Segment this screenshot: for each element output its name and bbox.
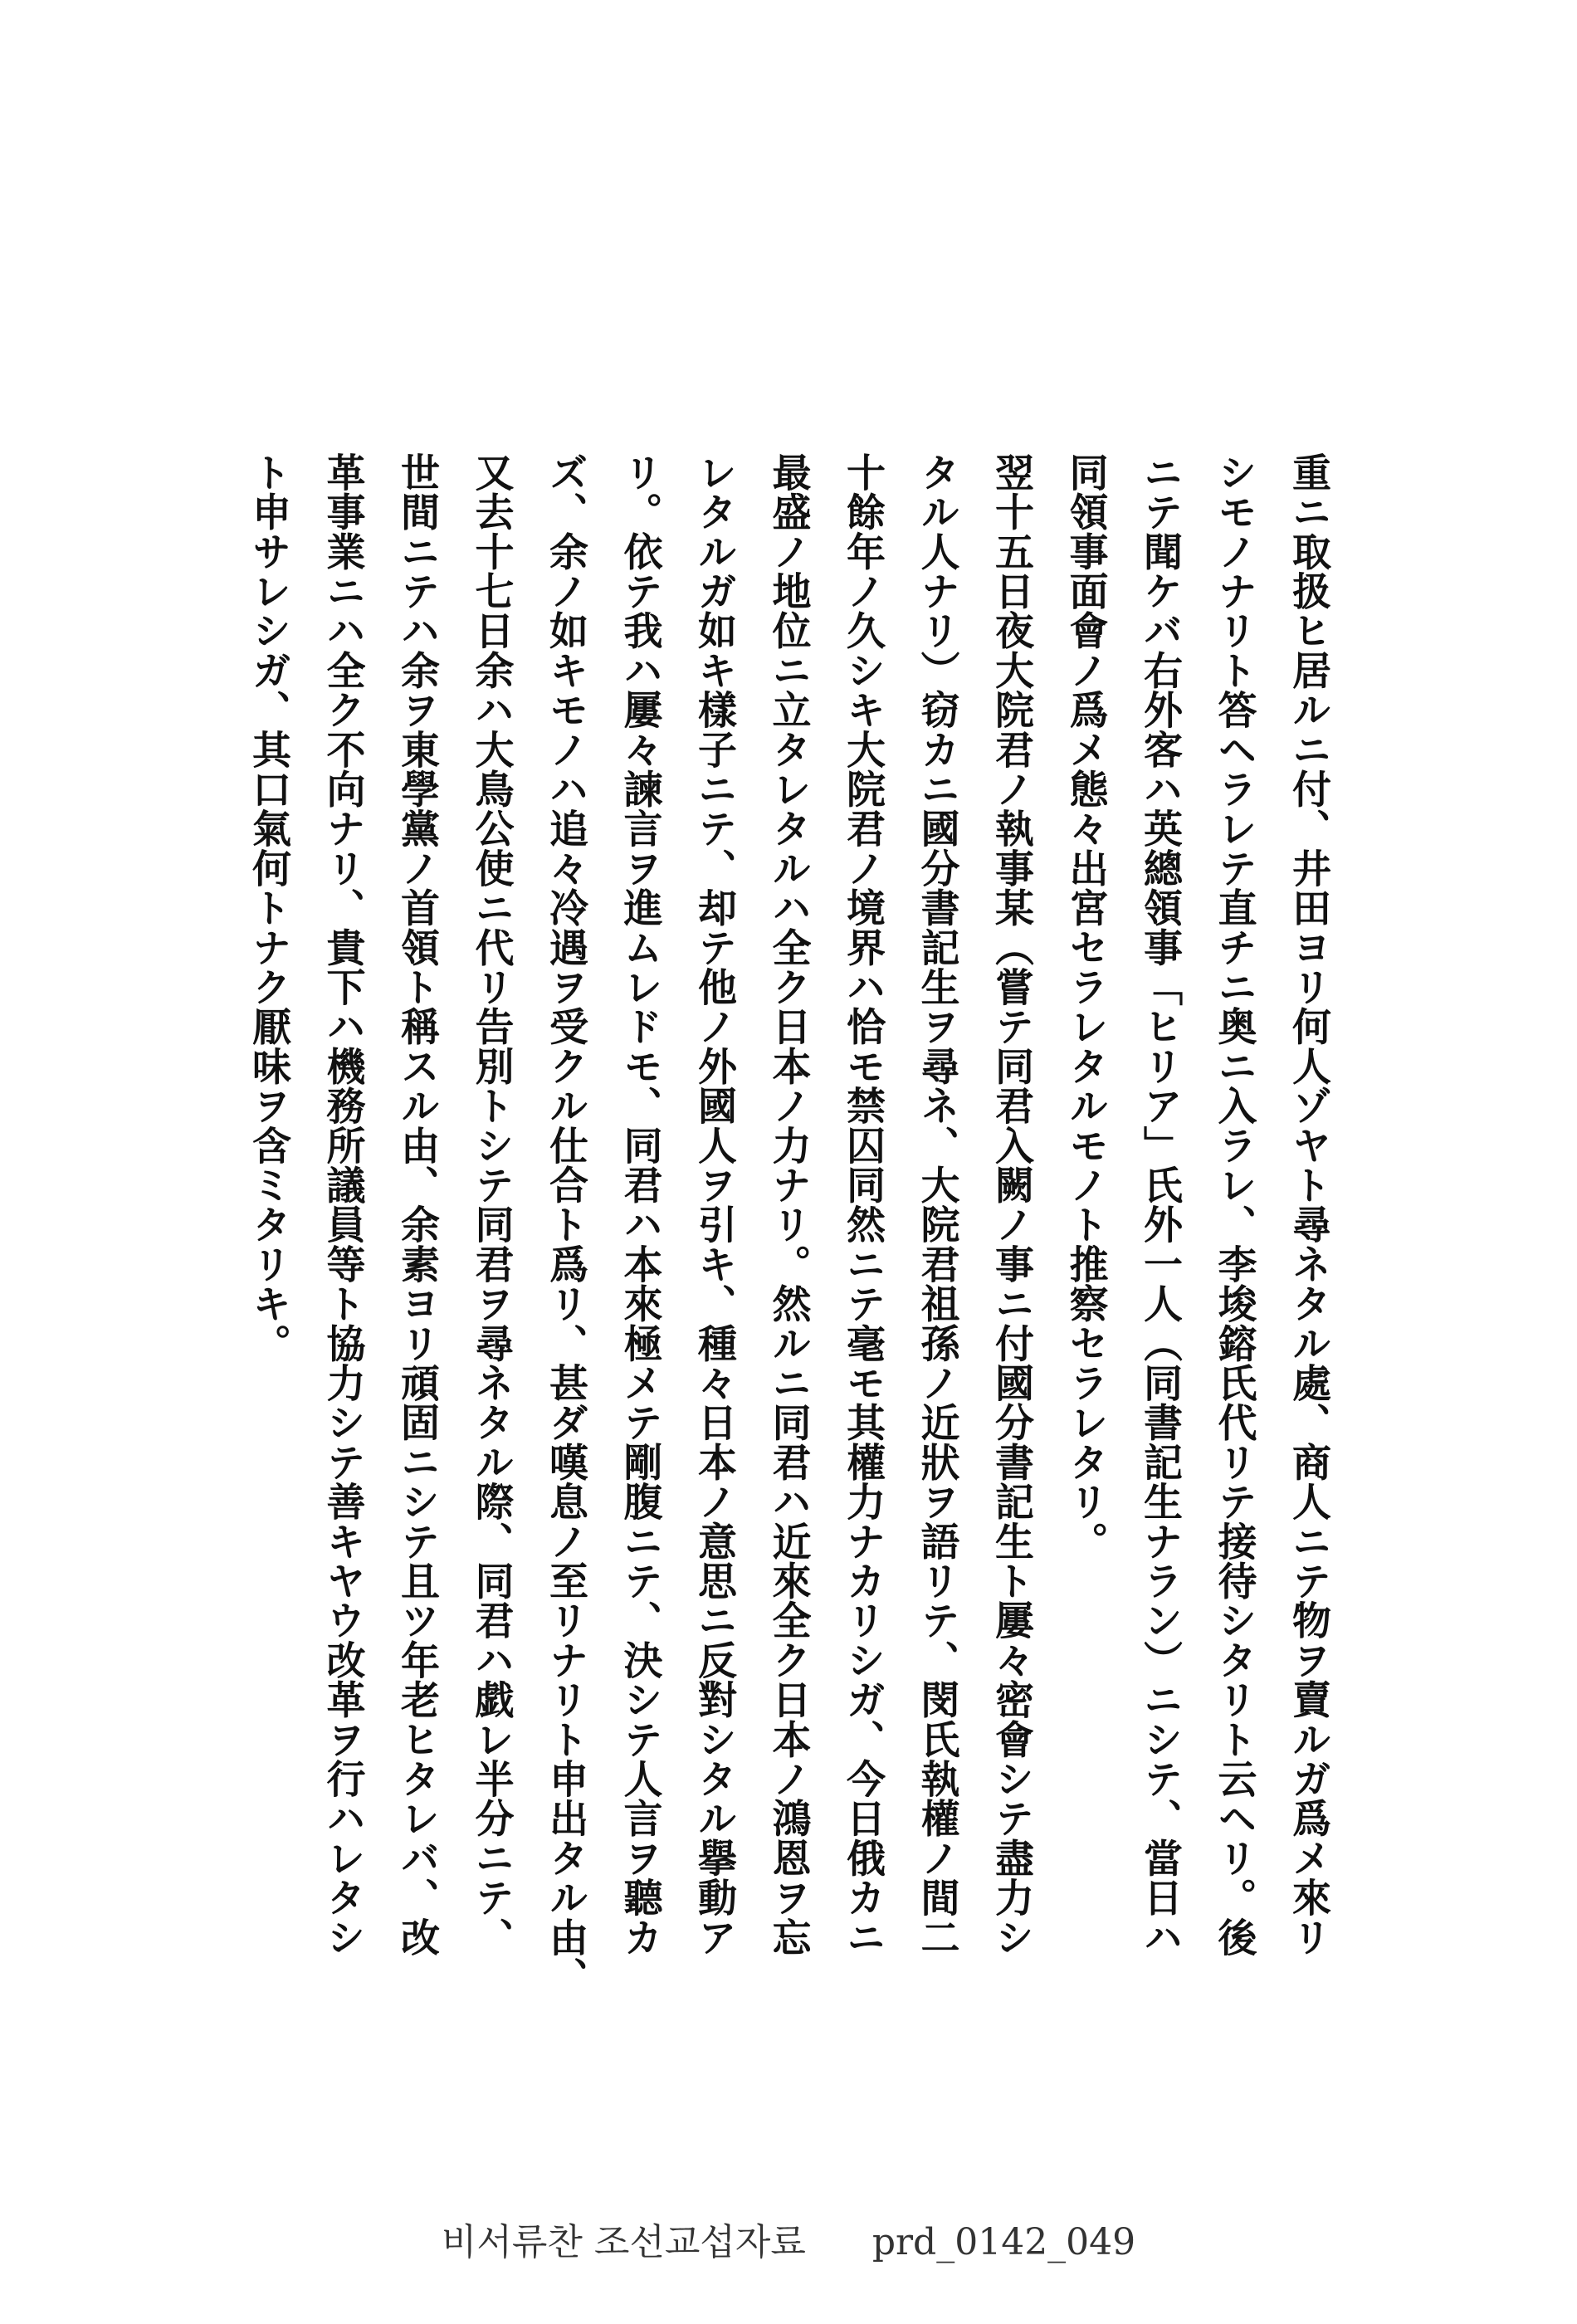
text-column: 又去十七日余ハ大鳥公使ニ代リ告別トシテ同君ヲ尋ネタル際、同君ハ戯レ半分ニテ、	[468, 452, 515, 1957]
vertical-text-block	[246, 452, 1331, 1997]
text-column: 革事業ニハ全ク不向ナリ、貴下ハ機務所議員等ト協力シテ善キヤウ改革ヲ行ハレタシ	[320, 452, 366, 1957]
text-column: ズ、余ノ如キモノハ追々冷遇ヲ受クル仕合ト爲リ、甚ダ嘆息ノ至リナリト申出タル由、	[543, 452, 588, 1997]
text-column: 世間ニテハ余ヲ東學黨ノ首領ト稱スル由、余素ヨリ頑固ニシテ且ツ年老ヒタレバ、改	[394, 452, 440, 1957]
text-column: 最盛ノ地位ニ立タレタルハ全ク日本ノ力ナリ。然ルニ同君ハ近來全ク日本ノ鴻恩ヲ忘	[765, 452, 812, 1957]
text-column: レタルガ如キ樣子ニテ、却テ他ノ外國人ヲ引キ、種々日本ノ意思ニ反對シタル擧動ア	[691, 452, 737, 1957]
collection-title: 비서류찬 조선교섭자료	[441, 2221, 806, 2263]
text-column: 同領事面會ノ爲メ態々出宮セラレタルモノト推察セラレタリ。	[1062, 452, 1109, 1561]
text-column: 十餘年ノ久シキ大院君ノ境界ハ恰モ禁囚同然ニテ毫モ其權力ナカリシガ、今日俄カニ	[840, 452, 886, 1957]
text-column: ニテ聞ケバ右外客ハ英總領事「ヒリア」氏外一人（同書記生ナラン）ニシテ、當日ハ	[1137, 452, 1183, 1957]
text-column: タル人ナリ）窃カニ國分書記生ヲ尋ネ、大院君祖孫ノ近狀ヲ語リテ、閔氏執權ノ間二	[914, 452, 960, 1957]
text-column: シモノナリト答ヘラレテ直チニ奥ニ入ラレ、李埈鎔氏代リテ接待シタリト云ヘリ。後	[1211, 452, 1257, 1957]
page-id: prd_0142_049	[872, 2221, 1136, 2263]
text-column: リ。依テ我ハ屢々諫言ヲ進ムレドモ、同君ハ本來極メテ剛腹ニテ、決シテ人言ヲ聽カ	[617, 452, 663, 1957]
text-column: 重ニ取扱ヒ居ルニ付、井田ヨリ何人ゾヤト尋ネタル處、商人ニテ物ヲ賣ルガ爲メ來リ	[1286, 452, 1331, 1957]
page-footer	[0, 2212, 1577, 2265]
text-column: ト申サレシガ、其口氣何トナク厭味ヲ含ミタリキ。	[246, 452, 291, 1364]
text-column: 翌十五日夜大院君ノ執事某（嘗テ同君入闕ノ事ニ付國分書記生ト屢々密會シテ盡力シ	[989, 452, 1034, 1957]
